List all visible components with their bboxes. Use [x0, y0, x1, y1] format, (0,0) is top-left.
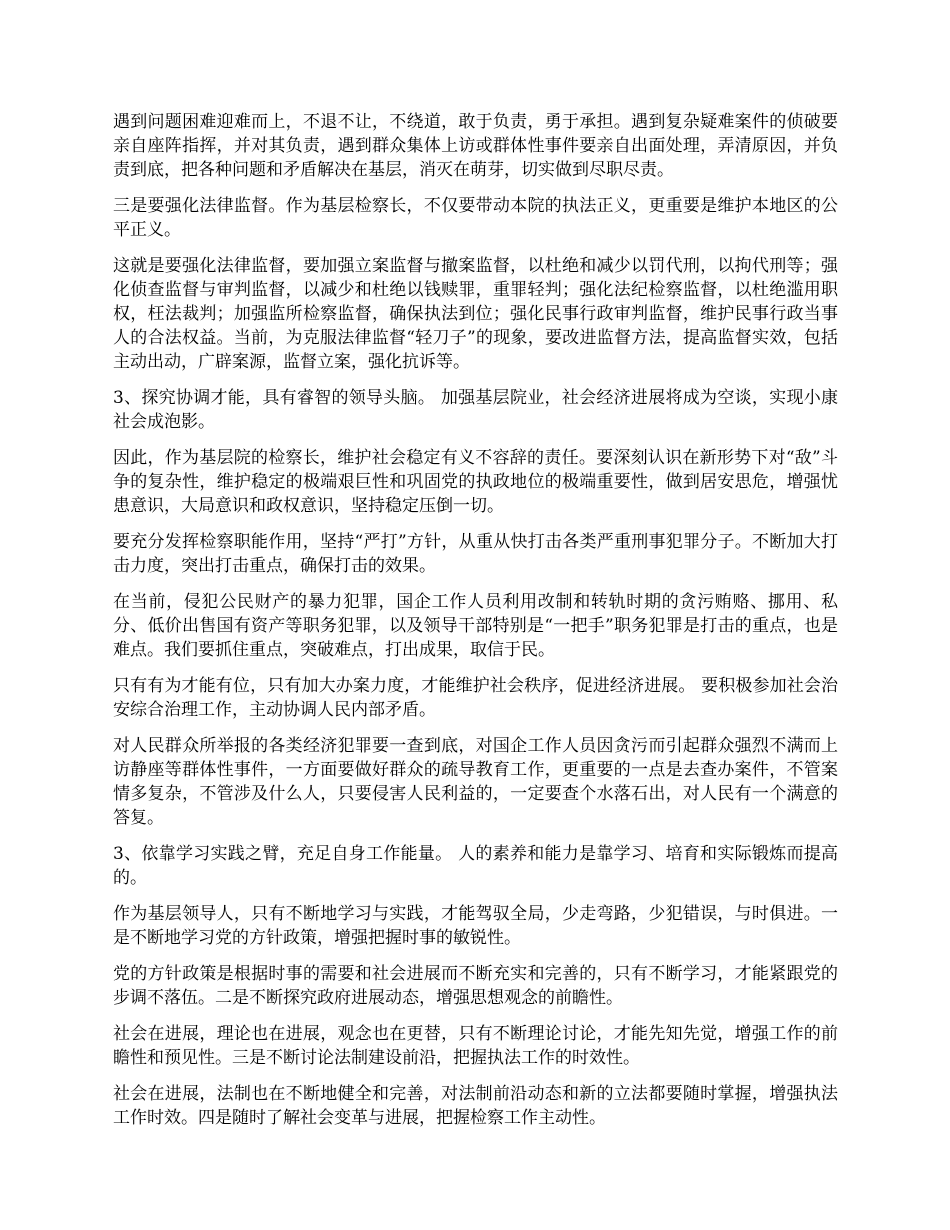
paragraph: 要充分发挥检察职能作用，坚持“严打”方针，从重从快打击各类严重刑事犯罪分子。不断加大打击力度，突出打击重点，确保打击的效果。 [113, 532, 838, 576]
paragraph: 社会在进展，理论也在进展，观念也在更替，只有不断理论讨论，才能先知先觉，增强工作的前瞻性和预见性。三是不断讨论法制建设前沿，把握执法工作的时效性。 [113, 1024, 838, 1068]
paragraph: 遇到问题困难迎难而上，不退不让，不绕道，敢于负责，勇于承担。遇到复杂疑难案件的侦破要亲自座阵指挥，并对其负责，遇到群众集体上访或群体性事件要亲自出面处理，弄清原因，并负责到底，把各种问题和矛盾解决在基层，消灭在萌芽，切实做到尽职尽责。 [113, 112, 838, 180]
paragraph: 3、依靠学习实践之臂，充足自身工作能量。 人的素养和能力是靠学习、培育和实际锻炼而提高的。 [113, 844, 838, 888]
paragraph: 社会在进展，法制也在不断地健全和完善，对法制前沿动态和新的立法都要随时掌握，增强执法工作时效。四是随时了解社会变革与进展，把握检察工作主动性。 [113, 1084, 838, 1128]
paragraph: 三是要强化法律监督。作为基层检察长，不仅要带动本院的执法正义，更重要是维护本地区的公平正义。 [113, 196, 838, 240]
paragraph: 3、探究协调才能，具有睿智的领导头脑。 加强基层院业，社会经济进展将成为空谈，实现小康社会成泡影。 [113, 388, 838, 432]
paragraph: 这就是要强化法律监督，要加强立案监督与撤案监督，以杜绝和减少以罚代刑，以拘代刑等；强化侦查监督与审判监督，以减少和杜绝以钱赎罪，重罪轻判；强化法纪检察监督，以杜绝滥用职权，枉法裁判；加强监所检察监督，确保执法到位；强化民事行政审判监督，维护民事行政当事人的合法权益。当前，为克服法律监督“轻刀子”的现象，要改进监督方法，提高监督实效，包括主动出动，广辟案源，监督立案，强化抗诉等。 [113, 256, 838, 372]
paragraph: 在当前，侵犯公民财产的暴力犯罪，国企工作人员利用改制和转轨时期的贪污贿赂、挪用、私分、低价出售国有资产等职务犯罪，以及领导干部特别是“一把手”职务犯罪是打击的重点，也是难点。我们要抓住重点，突破难点，打出成果，取信于民。 [113, 592, 838, 660]
paragraph: 因此，作为基层院的检察长，维护社会稳定有义不容辞的责任。要深刻认识在新形势下对“敌”斗争的复杂性，维护稳定的极端艰巨性和巩固党的执政地位的极端重要性，做到居安思危，增强忧患意识，大局意识和政权意识，坚持稳定压倒一切。 [113, 448, 838, 516]
paragraph: 作为基层领导人，只有不断地学习与实践，才能驾驭全局，少走弯路，少犯错误，与时俱进。一是不断地学习党的方针政策，增强把握时事的敏锐性。 [113, 904, 838, 948]
paragraph: 只有有为才能有位，只有加大办案力度，才能维护社会秩序，促进经济进展。 要积极参加社会治安综合治理工作，主动协调人民内部矛盾。 [113, 676, 838, 720]
paragraph: 党的方针政策是根据时事的需要和社会进展而不断充实和完善的，只有不断学习，才能紧跟党的步调不落伍。二是不断探究政府进展动态，增强思想观念的前瞻性。 [113, 964, 838, 1008]
paragraph: 对人民群众所举报的各类经济犯罪要一查到底，对国企工作人员因贪污而引起群众强烈不满而上访静座等群体性事件，一方面要做好群众的疏导教育工作，更重要的一点是去查办案件，不管案情多复杂，不管涉及什么人，只要侵害人民利益的，一定要查个水落石出，对人民有一个满意的答复。 [113, 736, 838, 828]
